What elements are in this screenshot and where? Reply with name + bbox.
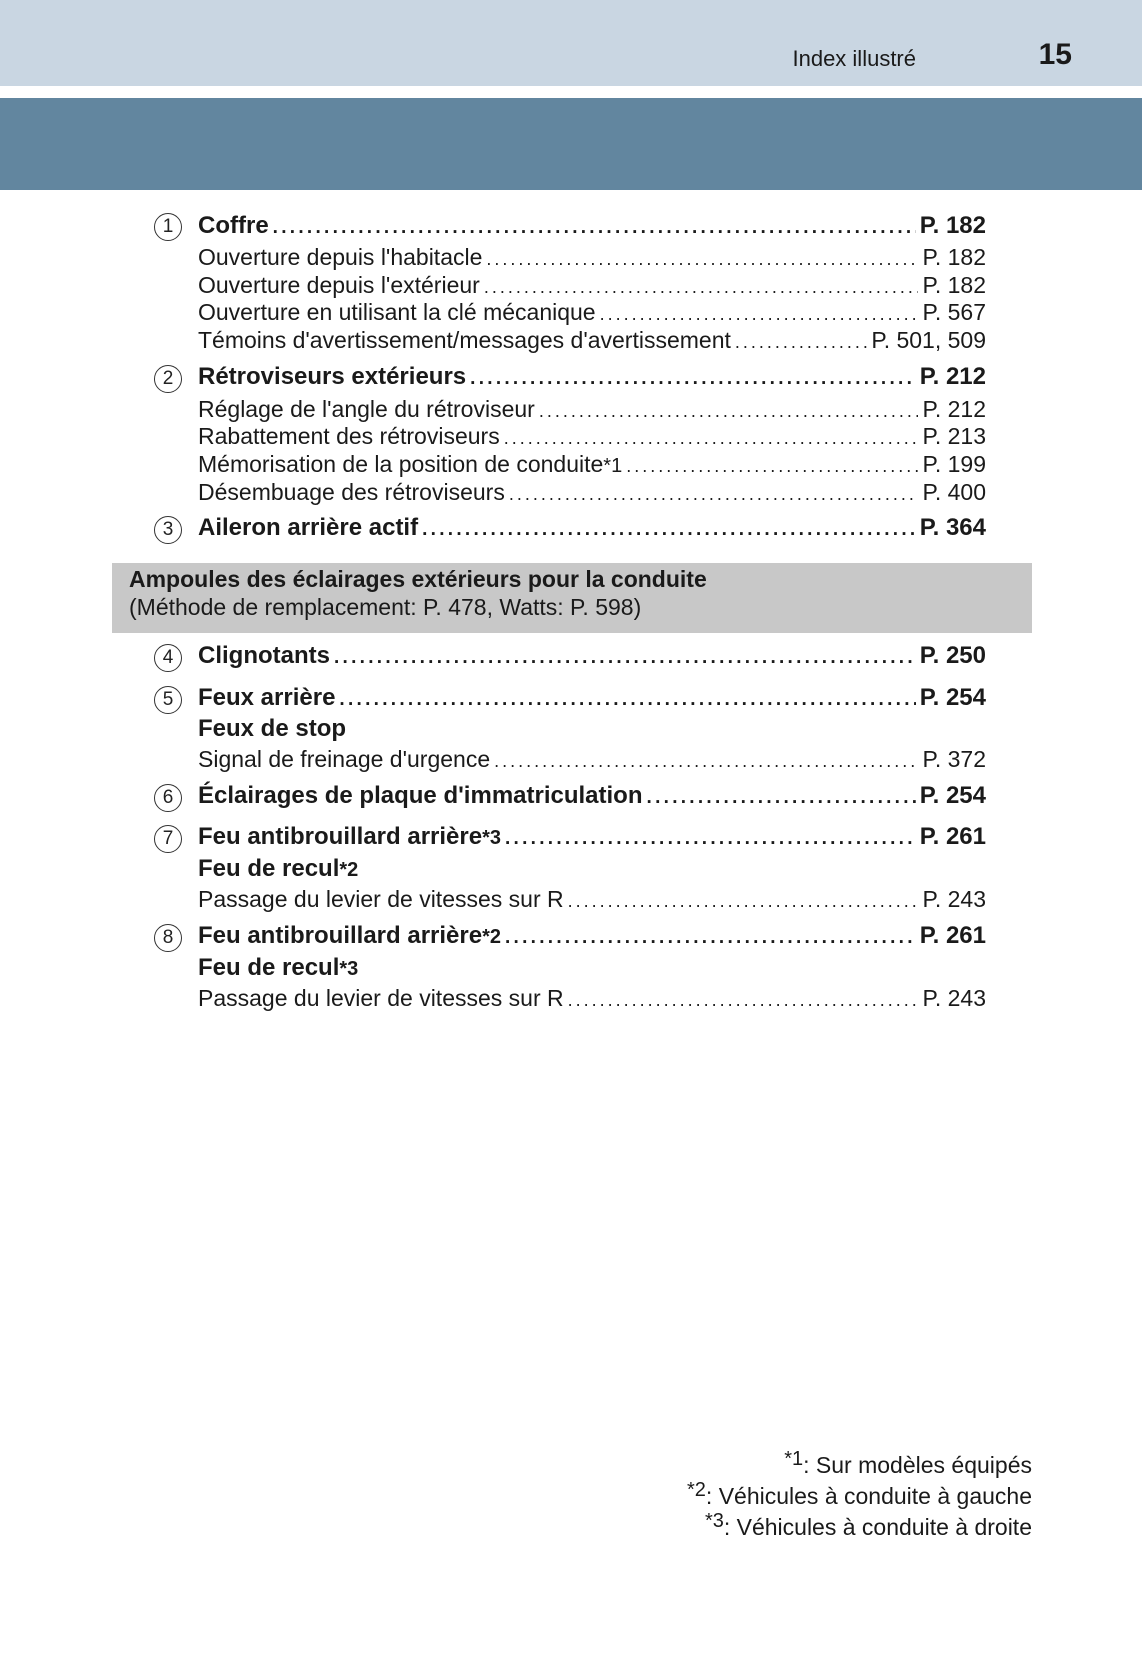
footnote-mark: *3 — [704, 1510, 724, 1532]
entry-label: Passage du levier de vitesses sur R — [198, 886, 564, 912]
entry-label: Feu antibrouillard arrière — [198, 823, 483, 850]
bulbs-title: Ampoules des éclairages extérieurs pour la conduite — [129, 566, 707, 592]
footnote-text: : Sur modèles équipés — [803, 1452, 1032, 1478]
entry-label: Ouverture depuis l'habitacle — [198, 244, 483, 270]
page-ref: P. 182 — [919, 212, 986, 239]
entry-label: Éclairages de plaque d'immatriculation — [198, 782, 643, 809]
header-bar — [0, 0, 1142, 86]
footnote-text: : Véhicules à conduite à gauche — [705, 1483, 1032, 1509]
page-ref: P. 372 — [922, 746, 986, 772]
index-entry[interactable]: Feu de recul *3 — [198, 954, 359, 981]
item-number: 6 — [154, 784, 182, 812]
page-ref: P. 261 — [919, 823, 986, 850]
entry-label: Feu antibrouillard arrière — [198, 922, 483, 949]
page-ref: P. 261 — [919, 922, 986, 949]
page-ref: P. 250 — [919, 642, 986, 669]
sub-entry[interactable] — [198, 746, 986, 774]
item-number: 4 — [154, 644, 182, 672]
entry-label: Témoins d'avertissement/messages d'avertissement — [198, 327, 731, 353]
footnote-mark: *2 — [687, 1479, 706, 1501]
entry-label: Feu de recul — [198, 855, 340, 882]
sub-entry[interactable] — [198, 479, 986, 507]
page-ref: P. 254 — [919, 684, 986, 711]
item-number: 1 — [154, 213, 182, 241]
item-number: 7 — [154, 825, 182, 853]
index-entry[interactable] — [198, 212, 986, 244]
index-entry[interactable] — [198, 363, 986, 395]
item-number: 8 — [154, 924, 182, 952]
page-ref: P. 567 — [922, 299, 986, 325]
sub-entry[interactable] — [198, 423, 986, 451]
entry-label: Rabattement des rétroviseurs — [198, 423, 500, 449]
entry-label: Passage du levier de vitesses sur R — [198, 985, 564, 1011]
sub-entry[interactable] — [198, 327, 986, 355]
sub-entry[interactable] — [198, 272, 986, 300]
page-ref: P. 243 — [922, 985, 986, 1011]
page-ref: P. 182 — [922, 272, 986, 298]
entry-label: Ouverture en utilisant la clé mécanique — [198, 299, 596, 325]
page-ref: P. 400 — [922, 479, 986, 505]
entry-label: Signal de freinage d'urgence — [198, 746, 491, 772]
item-number: 2 — [154, 365, 182, 393]
entry-label: Désembuage des rétroviseurs — [198, 479, 505, 505]
entry-label: Réglage de l'angle du rétroviseur — [198, 396, 535, 422]
page-ref: P. 213 — [922, 423, 986, 449]
entry-label: Rétroviseurs extérieurs — [198, 363, 467, 390]
index-entry[interactable]: Feu antibrouillard arrière *2 . . . P. 261 — [198, 922, 986, 954]
entry-label: Feux de stop — [198, 715, 347, 742]
footnote-text: : Véhicules à conduite à droite — [723, 1514, 1032, 1540]
entry-label: Aileron arrière actif — [198, 514, 419, 541]
index-entry[interactable]: Feu de recul *2 — [198, 855, 359, 882]
item-number: 5 — [154, 686, 182, 714]
page-number: 15 — [1038, 38, 1072, 71]
footnote-mark: *1 — [784, 1448, 804, 1470]
sub-entry[interactable]: Mémorisation de la position de conduite *1 . . . P. 199 — [198, 451, 986, 479]
sub-entry[interactable] — [198, 985, 986, 1013]
entry-label: Feux arrière — [198, 684, 336, 711]
section-title: Index illustré — [792, 46, 916, 71]
page-ref: P. 212 — [922, 396, 986, 422]
item-number: 3 — [154, 516, 182, 544]
page-ref: P. 501, 509 — [871, 327, 986, 353]
index-entry[interactable] — [198, 715, 986, 747]
page-ref: P. 199 — [922, 451, 986, 477]
image-band — [0, 98, 1142, 190]
sub-entry[interactable] — [198, 886, 986, 914]
page-ref: P. 254 — [919, 782, 986, 809]
page-ref: P. 182 — [922, 244, 986, 270]
bulbs-subtitle: (Méthode de remplacement: P. 478, Watts: P. 598) — [129, 594, 642, 620]
entry-label: Mémorisation de la position de conduite — [198, 451, 604, 477]
entry-label: Feu de recul — [198, 954, 340, 981]
index-entry[interactable] — [198, 514, 986, 546]
page-ref: P. 364 — [919, 514, 986, 541]
page-ref: P. 212 — [919, 363, 986, 390]
index-entry[interactable] — [198, 642, 986, 674]
page-ref: P. 243 — [922, 886, 986, 912]
footnote — [687, 1479, 1032, 1510]
index-entry[interactable]: Feu antibrouillard arrière *3 . . . P. 261 — [198, 823, 986, 855]
index-entry[interactable] — [198, 782, 986, 814]
footnote — [784, 1448, 1032, 1479]
index-entry[interactable] — [198, 684, 986, 716]
sub-entry[interactable] — [198, 396, 986, 424]
sub-entry[interactable] — [198, 299, 986, 327]
footnote — [704, 1510, 1032, 1541]
entry-label: Coffre — [198, 212, 269, 239]
entry-label: Clignotants — [198, 642, 330, 669]
sub-entry[interactable] — [198, 244, 986, 272]
entry-label: Ouverture depuis l'extérieur — [198, 272, 480, 298]
